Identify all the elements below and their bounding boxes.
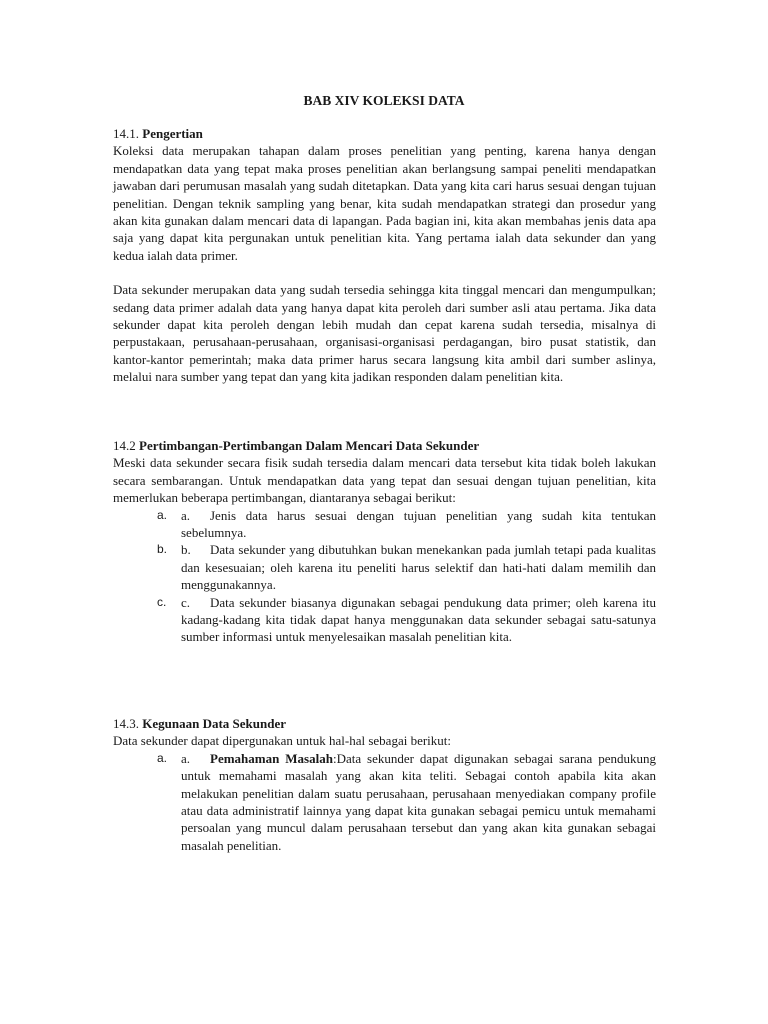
- list-marker: b.: [157, 542, 168, 557]
- list-marker: a.: [157, 750, 168, 765]
- list: [113, 750, 656, 854]
- list-marker: a.: [181, 750, 191, 766]
- list-item-text: :Data sekunder dapat digunakan sebagai sarana pendukung untuk memahami masalah yang akan kita teliti. Sebagai contoh apabila kita akan melakukan penelitian dalam suatu perusahaan, perusahaan menyediakan company profile atau data administratif lainnya yang dapat kita gunakan sebagai pemicu untuk memahami persoalan yang muncul dalam perusahaan tersebut dan yang akan kita gunakan sebagai masalah penelitian.: [181, 750, 656, 853]
- list-item: [113, 507, 656, 542]
- section-title: Pertimbangan-Pertimbangan Dalam Mencari Data Sekunder: [139, 438, 480, 453]
- paragraph: Koleksi data merupakan tahapan dalam proses penelitian yang penting, karena hanya dengan mendapatkan data yang tepat maka proses penelitian akan berlangsung sampai peneliti mendapatkan jawaban dari perumusan masalah yang sudah ditetapkan. Data yang kita cari harus sesuai dengan tujuan penelitian. Dengan teknik sampling yang benar, kita sudah mendapatkan strategi dan prosedur yang akan kita gunakan dalam mencari data di lapangan. Pada bagian ini, kita akan membahas jenis data apa saja yang dapat kita pergunakan untuk penelitian kita. Yang pertama ialah data sekunder dan yang kedua ialah data primer.: [113, 143, 656, 263]
- section-heading: [113, 715, 656, 732]
- section-title: Pengertian: [142, 126, 203, 141]
- paragraph: Data sekunder dapat dipergunakan untuk hal-hal sebagai berikut:: [113, 733, 452, 749]
- section-heading: [113, 437, 656, 454]
- section-number: 14.1.: [113, 126, 139, 141]
- list-item-text: Data sekunder yang dibutuhkan bukan menekankan pada jumlah tetapi pada kualitas dan kesesuaian; oleh karena itu peneliti harus selektif dan hati-hati dalam memilih dan menggunakannya.: [181, 542, 656, 593]
- list-marker: a.: [181, 507, 191, 523]
- list: [113, 507, 656, 646]
- section-heading: [113, 125, 656, 142]
- section-number: 14.2: [113, 438, 136, 453]
- list-marker: c.: [157, 594, 167, 609]
- list-marker: b.: [181, 542, 191, 558]
- list-item: [113, 594, 656, 646]
- list-item-text: Data sekunder biasanya digunakan sebagai pendukung data primer; oleh karena itu kadang-kadang kita tidak dapat hanya menggunakan data sekunder sebagai satu-satunya sumber informasi untuk menyelesaikan masalah penelitian kita.: [181, 594, 656, 645]
- chapter-title: BAB XIV KOLEKSI DATA: [303, 93, 465, 108]
- list-marker: c.: [181, 594, 191, 610]
- section-kegunaan: [113, 715, 656, 854]
- list-item: [113, 750, 656, 854]
- list-item-lead: Pemahaman Masalah: [210, 750, 333, 766]
- section-title: Kegunaan Data Sekunder: [142, 716, 286, 731]
- section-number: 14.3.: [113, 716, 139, 731]
- section-pertimbangan: [113, 437, 656, 646]
- paragraph: Meski data sekunder secara fisik sudah tersedia dalam mencari data tersebut kita tidak boleh lakukan secara sembarangan. Untuk mendapatkan data yang tepat dan sesuai dengan tujuan penelitian, kita memerlukan beberapa pertimbangan, diantaranya sebagai berikut:: [113, 455, 656, 506]
- section-pengertian: [113, 125, 656, 386]
- list-marker: a.: [157, 507, 168, 522]
- list-item: [113, 541, 656, 593]
- list-item-text: Jenis data harus sesuai dengan tujuan penelitian yang sudah kita tentukan sebelumnya.: [181, 507, 656, 541]
- paragraph: Data sekunder merupakan data yang sudah tersedia sehingga kita tinggal mencari dan mengumpulkan; sedang data primer adalah data yang hanya dapat kita peroleh dari sumber asli atau pertama. Jika data sekunder dapat kita peroleh dengan lebih mudah dan cepat karena sudah tersedia, misalnya di perpustakaan, perusahaan-perusahaan, organisasi-organisasi perdagangan, biro pusat statistik, dan kantor-kantor pemerintah; maka data primer harus secara langsung kita ambil dari sumber aslinya, melalui nara sumber yang tepat dan yang kita jadikan responden dalam penelitian kita.: [113, 282, 656, 385]
